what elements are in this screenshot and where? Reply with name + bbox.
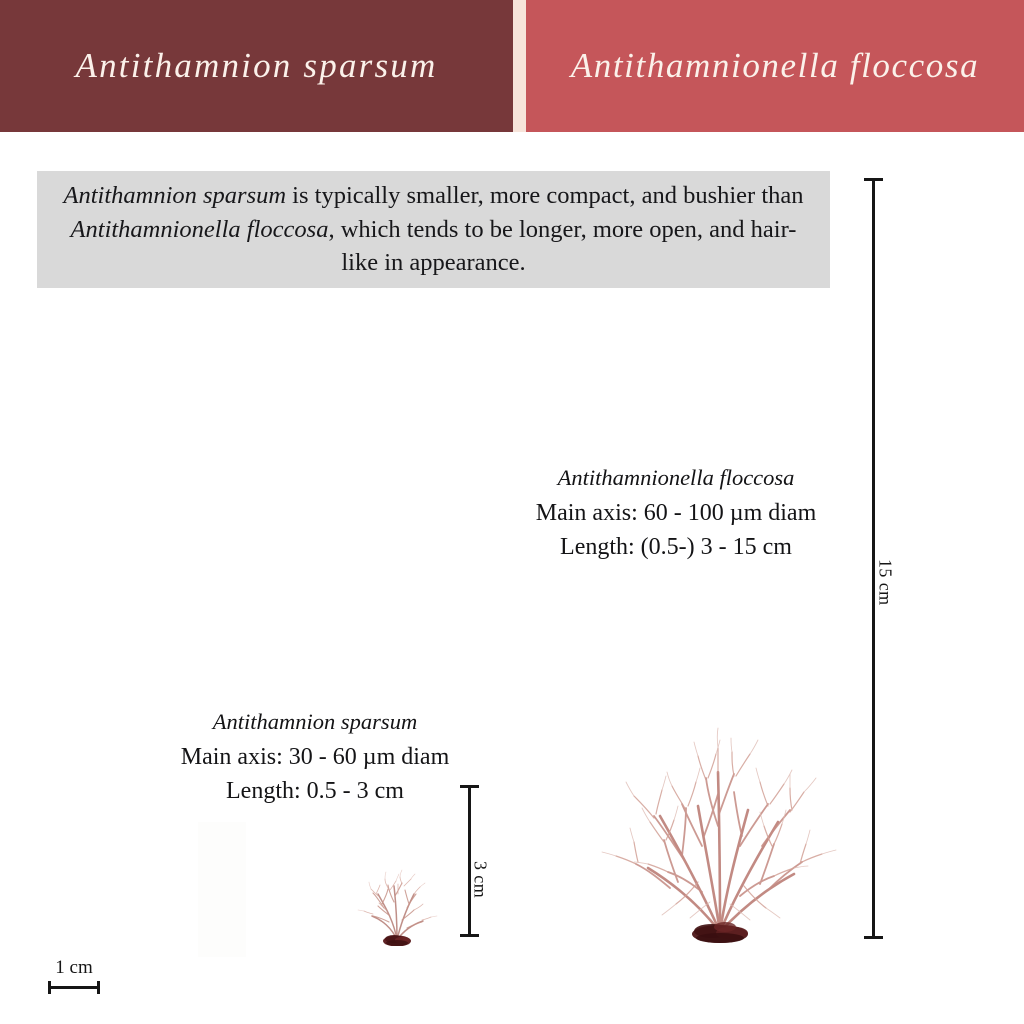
description-species-name: Antithamnionella floccosa	[70, 215, 329, 243]
description-run: is typically smaller, more compact, and bushier than	[286, 181, 804, 209]
watermark-panel	[198, 822, 246, 957]
header-banner-sparsum	[0, 0, 513, 132]
scale-ruler-1cm	[48, 957, 100, 997]
scale-ruler-1cm-label: 1 cm	[55, 957, 93, 978]
header-divider	[513, 0, 526, 132]
scale-bar-15cm	[864, 178, 896, 939]
specimen-image-floccosa	[592, 706, 840, 946]
stats-length-floccosa: Length: (0.5-) 3 - 15 cm	[560, 534, 792, 561]
header-title-sparsum: Antithamnion sparsum	[75, 45, 438, 85]
stats-species-sparsum: Antithamnion sparsum	[212, 709, 418, 734]
stats-block-floccosa	[441, 462, 911, 564]
description-run: , which tends to be longer, more open, and hair-like in appearance.	[328, 215, 797, 277]
scale-bar-3cm	[460, 785, 491, 937]
scale-ruler-1cm-right-cap	[97, 981, 100, 994]
scale-bar-3cm-bottom-cap	[460, 934, 479, 937]
scale-bar-15cm-label: 15 cm	[875, 558, 896, 605]
stats-main-axis-sparsum: Main axis: 30 - 60 µm diam	[180, 743, 450, 770]
scale-ruler-1cm-shaft	[48, 986, 100, 989]
description-callout	[37, 171, 830, 288]
scale-bar-3cm-label: 3 cm	[470, 861, 491, 899]
stats-species-floccosa: Antithamnionella floccosa	[557, 465, 795, 490]
specimen-image-sparsum	[352, 850, 442, 946]
scale-bar-15cm-bottom-cap	[864, 936, 883, 939]
description-species-name: Antithamnion sparsum	[63, 181, 287, 209]
header-title-floccosa: Antithamnionella floccosa	[570, 45, 980, 85]
header-banner-floccosa	[526, 0, 1024, 132]
stats-main-axis-floccosa: Main axis: 60 - 100 µm diam	[535, 499, 817, 526]
scale-ruler-1cm-left-cap	[48, 981, 51, 994]
stats-length-sparsum: Length: 0.5 - 3 cm	[226, 778, 404, 805]
description-text	[61, 179, 806, 280]
